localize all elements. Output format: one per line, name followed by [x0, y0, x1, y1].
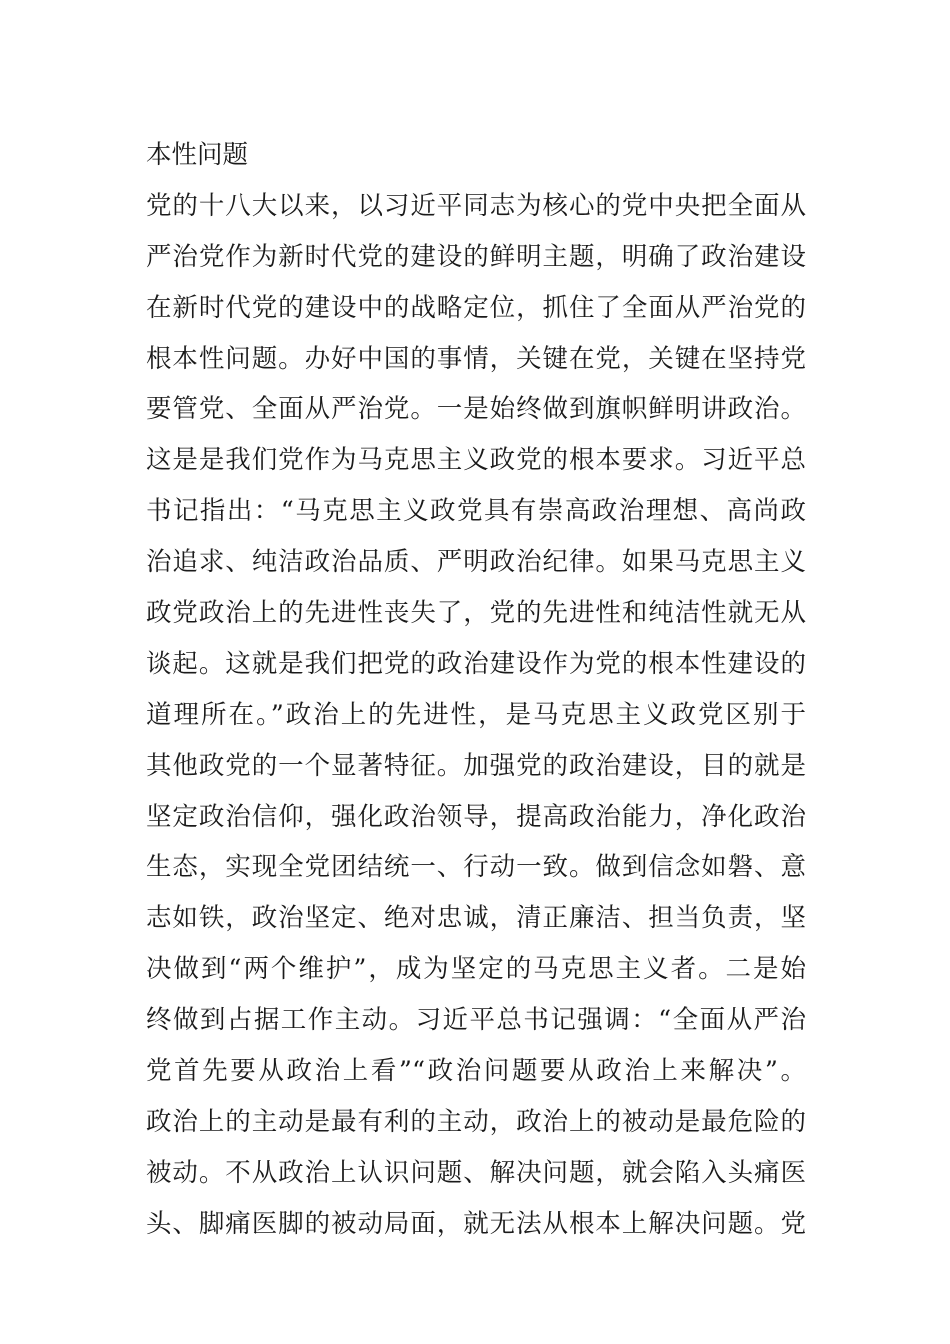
text-line-heading-tail: 本性问题: [146, 140, 249, 170]
body-text: [146, 130, 806, 1250]
text-line: 终做到占据工作主动。习近平总书记强调：“全面从严治: [146, 1005, 806, 1036]
text-line: 在新时代党的建设中的战略定位，抓住了全面从严治党的: [146, 292, 806, 323]
text-line: 生态，实现全党团结统一、行动一致。做到信念如磐、意: [146, 852, 806, 883]
text-line: 党首先要从政治上看”“政治问题要从政治上来解决”。: [146, 1056, 806, 1087]
text-line: 头、脚痛医脚的被动局面，就无法从根本上解决问题。党: [146, 1208, 806, 1239]
text-line: 志如铁，政治坚定、绝对忠诚，清正廉洁、担当负责，坚: [146, 903, 806, 934]
text-line: 要管党、全面从严治党。一是始终做到旗帜鲜明讲政治。: [146, 394, 806, 425]
text-line: 被动。不从政治上认识问题、解决问题，就会陷入头痛医: [146, 1157, 806, 1188]
text-line: 坚定政治信仰，强化政治领导，提高政治能力，净化政治: [146, 801, 806, 832]
text-line: 严治党作为新时代党的建设的鲜明主题，明确了政治建设: [146, 241, 806, 272]
text-line: 道理所在。”政治上的先进性，是马克思主义政党区别于: [146, 699, 806, 730]
text-line: 治追求、纯洁政治品质、严明政治纪律。如果马克思主义: [146, 547, 806, 578]
text-line: 根本性问题。办好中国的事情，关键在党，关键在坚持党: [146, 343, 806, 374]
text-line: 书记指出：“马克思主义政党具有崇高政治理想、高尚政: [146, 496, 806, 527]
text-line: 政治上的主动是最有利的主动，政治上的被动是最危险的: [146, 1106, 806, 1137]
text-line: 谈起。这就是我们把党的政治建设作为党的根本性建设的: [146, 648, 806, 679]
text-line: 决做到“两个维护”，成为坚定的马克思主义者。二是始: [146, 954, 806, 985]
text-line: 其他政党的一个显著特征。加强党的政治建设，目的就是: [146, 750, 806, 781]
text-line: 党的十八大以来，以习近平同志为核心的党中央把全面从: [146, 190, 806, 221]
text-line: 这是是我们党作为马克思主义政党的根本要求。习近平总: [146, 445, 806, 476]
text-line: 政党政治上的先进性丧失了，党的先进性和纯洁性就无从: [146, 598, 806, 629]
